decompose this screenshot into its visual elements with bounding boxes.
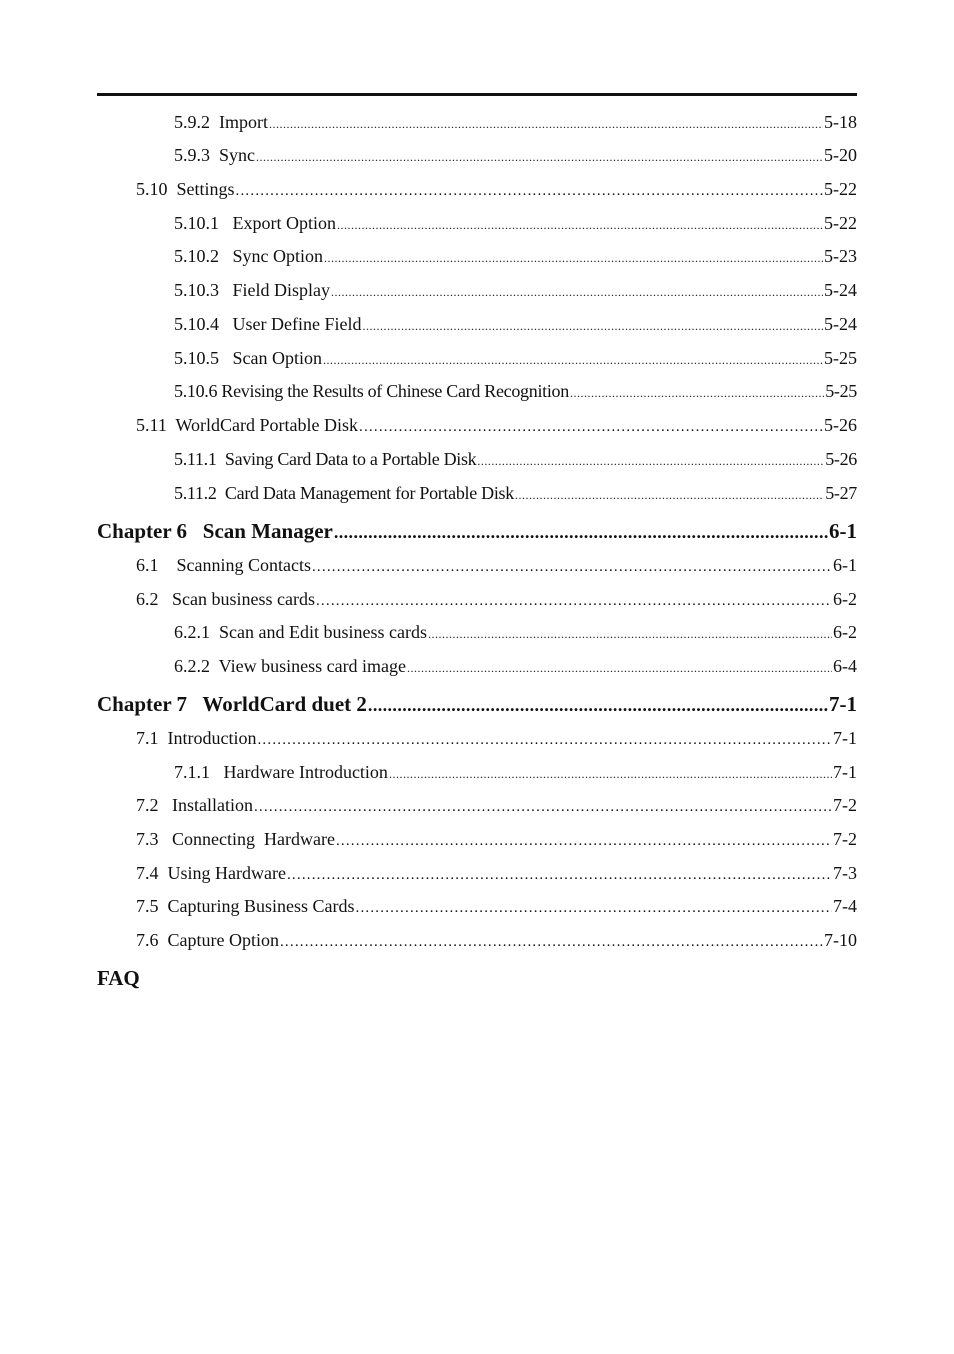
toc-entry-5-11-2[interactable] [174,483,857,504]
toc-entry-title: 6.2.1 Scan and Edit business cards [174,622,427,642]
toc-entry-7-4[interactable] [136,863,857,884]
toc-entry-5-10-4[interactable] [174,314,857,335]
toc-entry-7-5[interactable] [136,896,857,917]
toc-entry-title: 5.10.5 Scan Option [174,348,322,368]
toc-faq[interactable]: FAQ [97,966,140,990]
toc-entry-title: Chapter 6 Scan Manager [97,519,333,543]
dot-leader [334,522,828,543]
toc-entry-title: 5.10.4 User Define Field [174,314,362,334]
toc-entry-title: 7.6 Capture Option [136,930,279,950]
dot-leader [316,593,832,610]
toc-entry-title: 5.9.3 Sync [174,145,255,165]
toc-entry-page: 5-24 [824,280,857,300]
toc-entry-5-9-2[interactable] [174,112,857,133]
dot-leader [323,353,823,368]
toc-entry-title: 7.5 Capturing Business Cards [136,896,355,916]
dot-leader [337,218,823,233]
toc-entry-5-10-6[interactable] [174,381,857,402]
toc-entry-title: 5.10.2 Sync Option [174,246,324,266]
toc-entry-title: 5.10.6 Revising the Results of Chinese Card Recognition [174,381,569,401]
toc-entry-title: 7.2 Installation [136,795,253,815]
toc-entry-page: 5-25 [825,381,857,401]
toc-entry-5-10[interactable] [136,179,857,200]
dot-leader [257,732,832,749]
dot-leader [477,454,824,469]
dot-leader [287,867,832,884]
toc-entry-title: 6.2 Scan business cards [136,589,315,609]
dot-leader [336,833,832,850]
toc-entry-page: 6-1 [829,519,857,543]
dot-leader [362,319,823,334]
toc-entry-title: 6.1 Scanning Contacts [136,555,311,575]
toc-entry-page: 5-26 [824,415,857,435]
toc-entry-title: 5.11.1 Saving Card Data to a Portable Disk [174,449,477,469]
dot-leader [570,386,824,401]
toc-entry-page: 5-23 [824,246,857,266]
dot-leader [515,488,824,503]
dot-leader [356,900,833,917]
toc-entry-page: 7-4 [833,896,857,916]
dot-leader [269,117,823,132]
dot-leader [256,150,823,165]
dot-leader [368,695,828,716]
dot-leader [359,419,823,436]
dot-leader [407,661,832,676]
dot-leader [280,934,823,951]
dot-leader [428,627,832,642]
toc-entry-title: 7.1 Introduction [136,728,257,748]
dot-leader [312,559,832,576]
toc-entry-title: Chapter 7 WorldCard duet 2 [97,692,367,716]
toc-entry-page: 5-25 [824,348,857,368]
toc-entry-page: 6-2 [833,589,857,609]
dot-leader [331,285,823,300]
toc-entry-page: 6-4 [833,656,857,676]
toc-entry-title: 6.2.2 View business card image [174,656,407,676]
toc-entry-7-6[interactable] [136,930,857,951]
toc-entry-page: 7-1 [829,692,857,716]
toc-entry-5-10-3[interactable] [174,280,857,301]
dot-leader [236,183,823,200]
toc-entry-5-9-3[interactable] [174,145,857,166]
toc-entry-title: 7.4 Using Hardware [136,863,286,883]
toc-entry-title: 5.9.2 Import [174,112,268,132]
toc-entry-title: 5.10.3 Field Display [174,280,330,300]
toc-entry-title: 5.11 WorldCard Portable Disk [136,415,359,435]
toc-entry-5-10-5[interactable] [174,348,857,369]
toc-entry-page: 7-1 [833,762,857,782]
toc-entry-7-3[interactable] [136,829,857,850]
dot-leader [389,767,832,782]
toc-entry-page: 6-2 [833,622,857,642]
toc-entry-page: 5-22 [824,179,857,199]
toc-entry-7-1[interactable] [136,728,857,749]
dot-leader [324,251,823,266]
toc-entry-page: 7-1 [833,728,857,748]
toc-entry-6-2[interactable] [136,589,857,610]
toc-entry-5-11[interactable] [136,415,857,436]
toc-entry-page: 5-22 [824,213,857,233]
toc-entry-page: 5-27 [825,483,857,503]
toc-entry-6-2-1[interactable] [174,622,857,643]
toc-entry-page: 7-2 [833,829,857,849]
toc-entry-title: 5.10 Settings [136,179,235,199]
toc-chapter-7[interactable] [97,692,857,717]
toc-entry-5-11-1[interactable] [174,449,857,470]
toc-entry-5-10-2[interactable] [174,246,857,267]
toc-entry-page: 5-24 [824,314,857,334]
toc-entry-page: 7-2 [833,795,857,815]
toc-entry-5-10-1[interactable] [174,213,857,234]
toc-entry-page: 7-10 [824,930,857,950]
toc-entry-page: 6-1 [833,555,857,575]
toc-entry-page: 5-26 [825,449,857,469]
header-rule [97,93,857,96]
toc-entry-7-2[interactable] [136,795,857,816]
toc-entry-page: 5-18 [824,112,857,132]
toc-entry-6-1[interactable] [136,555,857,576]
dot-leader [254,799,832,816]
toc-entry-page: 5-20 [824,145,857,165]
toc-entry-title: 5.10.1 Export Option [174,213,336,233]
toc-entry-title: 7.1.1 Hardware Introduction [174,762,388,782]
toc-entry-page: 7-3 [833,863,857,883]
toc-entry-title: 5.11.2 Card Data Management for Portable Disk [174,483,514,503]
toc-entry-title: 7.3 Connecting Hardware [136,829,335,849]
toc-entry-7-1-1[interactable] [174,762,857,783]
toc-chapter-6[interactable] [97,519,857,544]
toc-entry-6-2-2[interactable] [174,656,857,677]
